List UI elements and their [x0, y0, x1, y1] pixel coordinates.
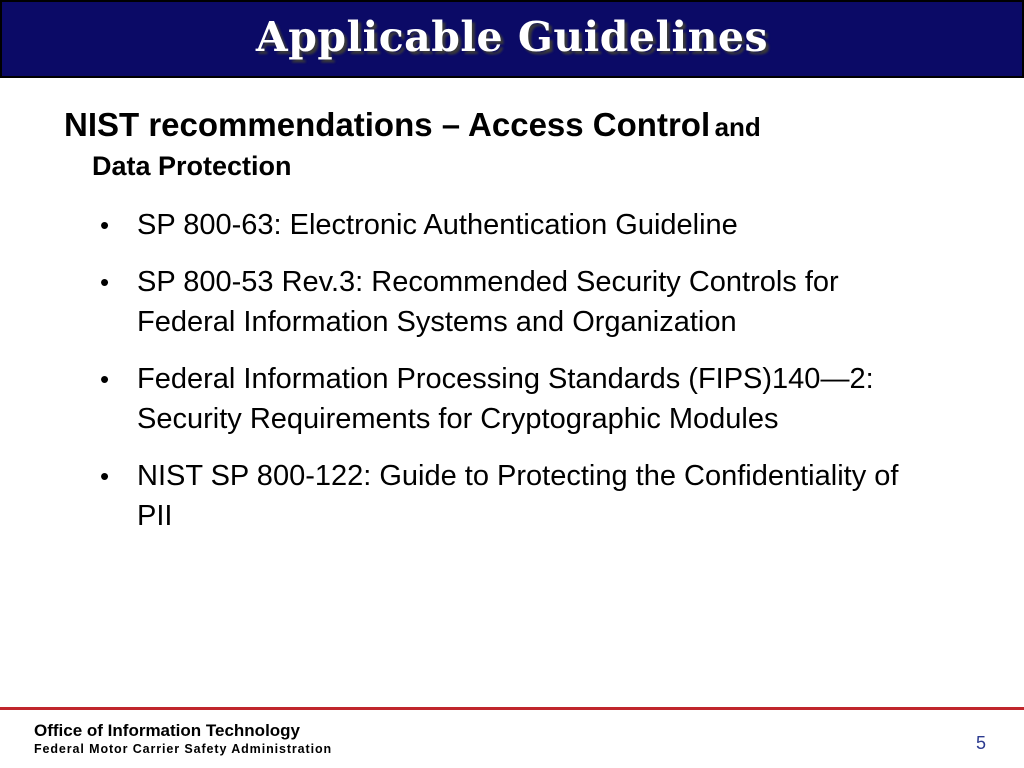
list-item: [100, 262, 940, 342]
heading-main-text: NIST recommendations – Access Control: [64, 106, 711, 143]
list-item: [100, 359, 940, 439]
list-item-text: NIST SP 800-122: Guide to Protecting the Confidentiality of PII: [137, 460, 899, 532]
footer-office-name: Office of Information Technology: [34, 721, 301, 740]
bullet-icon: •: [100, 364, 110, 394]
guideline-list: [100, 205, 940, 553]
title-bar: [0, 0, 1024, 78]
list-item-text: SP 800-63: Electronic Authentication Guideline: [137, 209, 738, 241]
list-item: [100, 456, 940, 536]
slide-title: Applicable Guidelines: [255, 13, 769, 61]
list-item-text: SP 800-53 Rev.3: Recommended Security Controls for Federal Information Systems and Organization: [137, 266, 839, 338]
heading-second-line: Data Protection: [92, 151, 292, 181]
bullet-icon: •: [100, 210, 110, 240]
bullet-icon: •: [100, 267, 110, 297]
footer-organization: [34, 721, 332, 757]
list-item: [100, 205, 940, 245]
bullet-icon: •: [100, 461, 110, 491]
page-number: 5: [975, 733, 986, 753]
section-heading: [64, 103, 964, 186]
heading-connector-text: and: [714, 112, 761, 142]
list-item-text: Federal Information Processing Standards (FIPS)140—2: Security Requirements for Cryptographic Modules: [137, 363, 874, 435]
footer-agency-name: Federal Motor Carrier Safety Administration: [34, 742, 333, 756]
footer-divider: [0, 707, 1024, 710]
